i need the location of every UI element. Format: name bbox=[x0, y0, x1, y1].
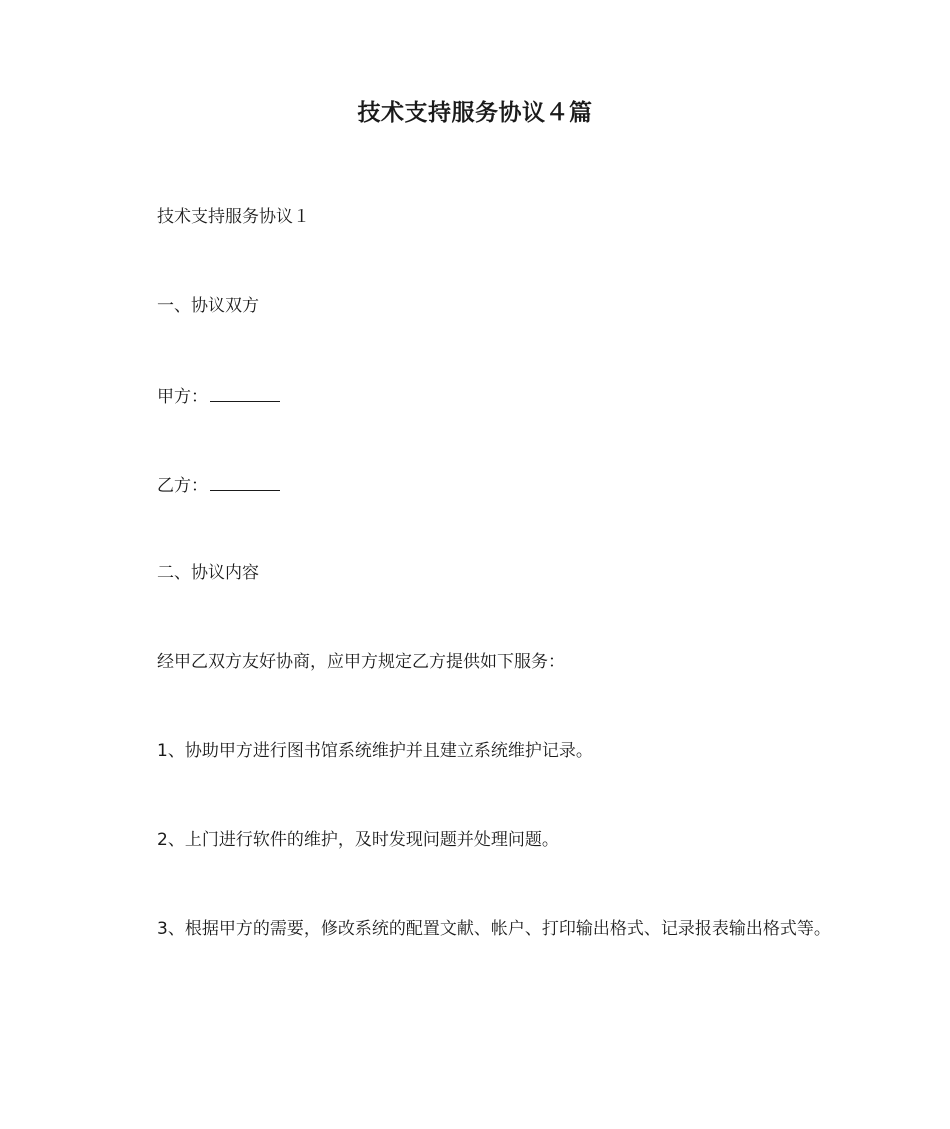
list-item-1: 1、协助甲方进行图书馆系统维护并且建立系统维护记录。 bbox=[157, 741, 593, 761]
agreement-subtitle: 技术支持服务协议１ bbox=[157, 207, 310, 227]
intro-paragraph: 经甲乙双方友好协商，应甲方规定乙方提供如下服务： bbox=[157, 652, 565, 672]
list-item-2: 2、上门进行软件的维护，及时发现问题并处理问题。 bbox=[157, 830, 559, 850]
party-b-line bbox=[157, 472, 280, 498]
section-heading-content: 二、协议内容 bbox=[157, 563, 259, 583]
list-item-3: 3、根据甲方的需要，修改系统的配置文献、帐户、打印输出格式、记录报表输出格式等。 bbox=[157, 919, 831, 939]
party-a-line bbox=[157, 383, 280, 409]
party-a-blank bbox=[210, 383, 280, 402]
party-a-label: 甲方： bbox=[157, 387, 208, 407]
document-title: 技术支持服务协议４篇 bbox=[357, 100, 593, 126]
party-b-blank bbox=[210, 472, 280, 491]
section-heading-parties: 一、协议双方 bbox=[157, 296, 259, 316]
party-b-label: 乙方： bbox=[157, 476, 208, 496]
